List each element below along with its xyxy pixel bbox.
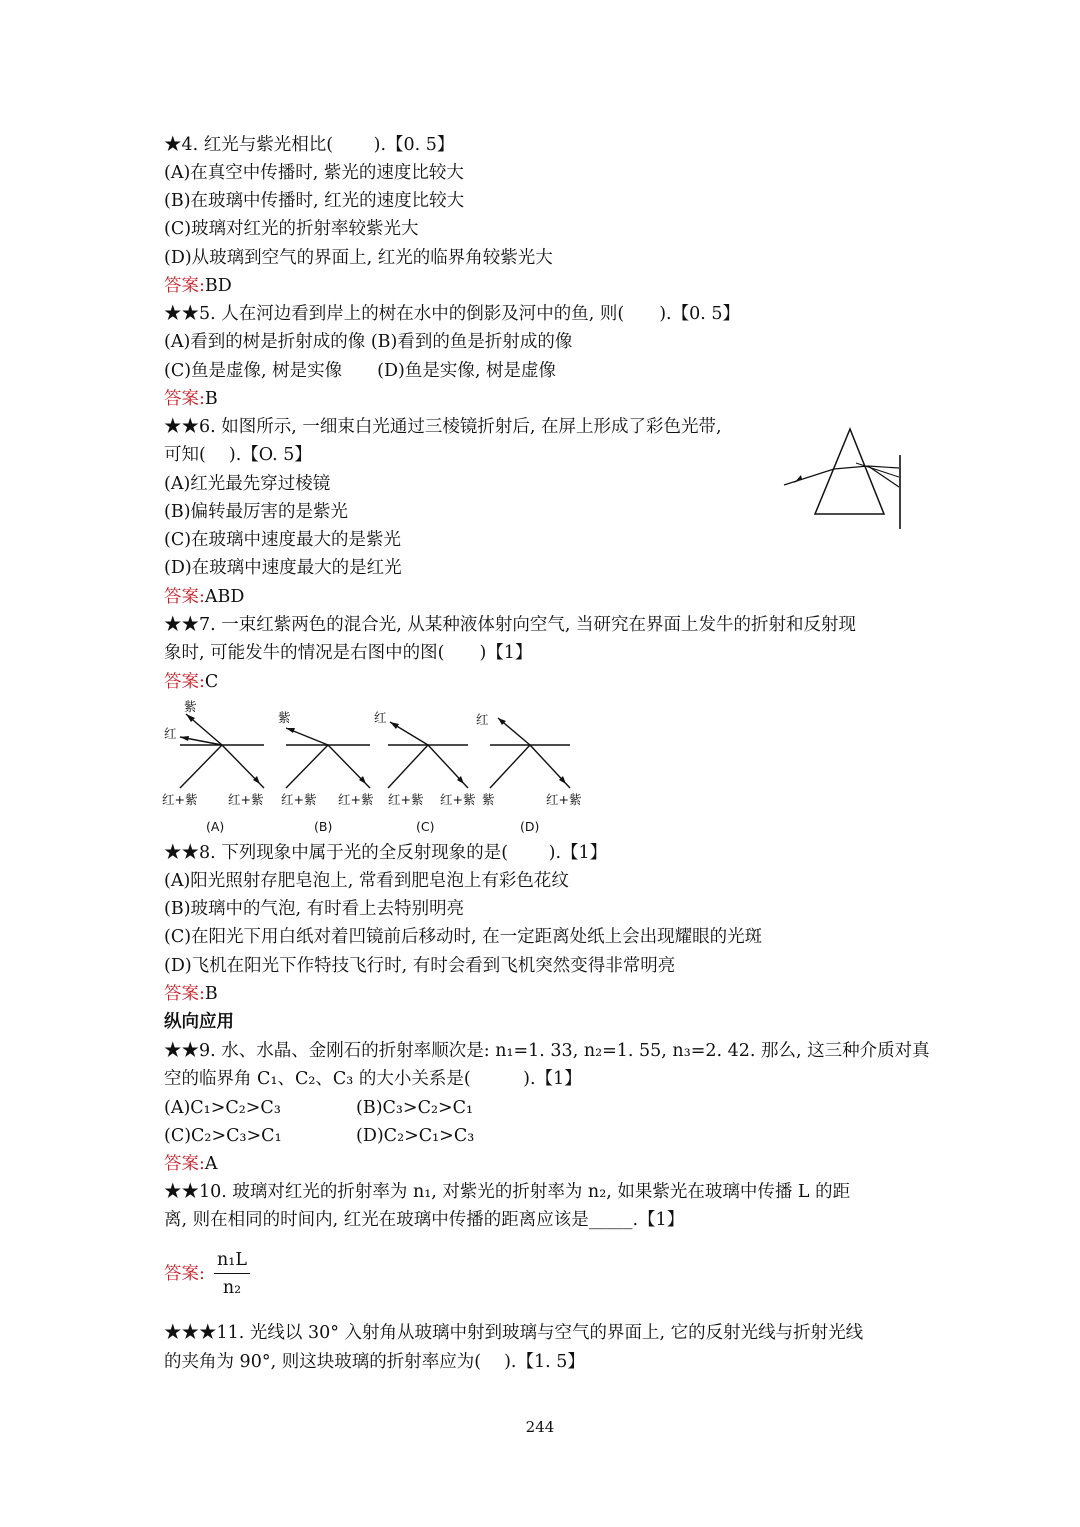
- fraction-denominator: n₂: [222, 1278, 242, 1298]
- answer-value: A: [204, 1154, 218, 1174]
- section-heading: 纵向应用: [164, 1012, 234, 1032]
- caption-b: (B): [314, 819, 333, 834]
- label-c-red: 红: [374, 710, 387, 725]
- q8-answer: [164, 981, 218, 1007]
- q4-answer: [164, 273, 232, 299]
- answer-label: 答案:: [164, 984, 205, 1004]
- page-number: 244: [525, 1418, 555, 1436]
- label-b-violet: 紫: [278, 710, 291, 725]
- bottom-label-7: 紫: [482, 792, 495, 807]
- q10-answer-fraction: [214, 1250, 250, 1298]
- outgoing-ray-3: [856, 463, 899, 477]
- ray-b-in: [286, 745, 328, 788]
- incident-arrow: [794, 475, 802, 483]
- ray-d-in: [490, 745, 530, 788]
- q4-option-a: (A)在真空中传播时, 紫光的速度比较大: [164, 163, 464, 183]
- q5-options-cd: (C)鱼是虚像, 树是实像 (D)鱼是实像, 树是虚像: [164, 361, 556, 381]
- caption-a: (A): [206, 819, 225, 834]
- q6-option-c: (C)在玻璃中速度最大的是紫光: [164, 530, 402, 550]
- label-a-red: 红: [164, 726, 177, 741]
- q7-answer: [164, 669, 218, 695]
- q10-stem: ★★10. 玻璃对红光的折射率为 n₁, 对紫光的折射率为 n₂, 如果紫光在玻璃中传播 L 的距: [164, 1182, 851, 1202]
- caption-d: (D): [520, 819, 540, 834]
- q8-option-c: (C)在阳光下用白纸对着凹镜前后移动时, 在一定距离处纸上会出现耀眼的光斑: [164, 927, 763, 947]
- label-a-violet: 紫: [184, 700, 197, 714]
- q4-stem: ★4. 红光与紫光相比( ).【0. 5】: [164, 135, 455, 155]
- bottom-label-1: 红+紫: [162, 792, 198, 807]
- answer-label: 答案:: [164, 1154, 205, 1174]
- q9-option-c: (C)C₂>C₃>C₁: [164, 1126, 282, 1146]
- q6-option-d: (D)在玻璃中速度最大的是红光: [164, 558, 402, 578]
- bottom-label-5: 红+紫: [388, 792, 424, 807]
- bottom-label-6: 红+紫: [440, 792, 476, 807]
- answer-value: C: [204, 672, 219, 692]
- q9-answer: [164, 1151, 218, 1177]
- outgoing-ray-1: [868, 466, 899, 468]
- q6-stem: ★★6. 如图所示, 一细束白光通过三棱镜折射后, 在屏上形成了彩色光带,: [164, 417, 722, 437]
- fraction-numerator: n₁L: [214, 1250, 250, 1274]
- q11-stem: ★★★11. 光线以 30° 入射角从玻璃中射到玻璃与空气的界面上, 它的反射光线与折射光线: [164, 1323, 864, 1343]
- q7-stem-2: 象时, 可能发牛的情况是右图中的图( )【1】: [164, 643, 533, 663]
- ray-c-in: [388, 745, 428, 788]
- answer-label: 答案:: [164, 276, 205, 296]
- q5-stem: ★★5. 人在河边看到岸上的树在水中的倒影及河中的鱼, 则( ).【0. 5】: [164, 304, 740, 324]
- q4-option-b: (B)在玻璃中传播时, 红光的速度比较大: [164, 191, 465, 211]
- q8-option-d: (D)飞机在阳光下作特技飞行时, 有时会看到飞机突然变得非常明亮: [164, 956, 676, 976]
- q9-stem: ★★9. 水、水晶、金刚石的折射率顺次是: n₁=1. 33, n₂=1. 55, n₃=2. 42. 那么, 这三种介质对真: [164, 1041, 930, 1061]
- bottom-label-8: 红+紫: [546, 792, 582, 807]
- answer-value: ABD: [204, 587, 245, 607]
- bottom-label-2: 红+紫: [228, 792, 264, 807]
- q9-option-a: (A)C₁>C₂>C₃: [164, 1098, 281, 1118]
- q9-stem-2: 空的临界角 C₁、C₂、C₃ 的大小关系是( ).【1】: [164, 1069, 582, 1089]
- q10-stem-2: 离, 则在相同的时间内, 红光在玻璃中传播的距离应该是_____.【1】: [164, 1210, 685, 1230]
- bottom-label-3: 红+紫: [281, 792, 317, 807]
- answer-value: BD: [204, 276, 232, 296]
- answer-label: 答案:: [164, 389, 205, 409]
- q4-option-d: (D)从玻璃到空气的界面上, 红光的临界角较紫光大: [164, 248, 553, 268]
- answer-value: B: [204, 389, 218, 409]
- q5-options-ab: (A)看到的树是折射成的像 (B)看到的鱼是折射成的像: [164, 332, 573, 352]
- q6-option-b: (B)偏转最厉害的是紫光: [164, 502, 349, 522]
- answer-label: 答案:: [164, 587, 205, 607]
- q6-stem-2: 可知( ).【O. 5】: [164, 445, 312, 465]
- q7-stem: ★★7. 一束红紫两色的混合光, 从某种液体射向空气, 当研究在界面上发牛的折射和反射现: [164, 615, 857, 635]
- inner-ray: [834, 466, 868, 469]
- bottom-label-4: 红+紫: [338, 792, 374, 807]
- answer-value: B: [204, 984, 218, 1004]
- q8-stem: ★★8. 下列现象中属于光的全反射现象的是( ).【1】: [164, 843, 608, 863]
- q6-option-a: (A)红光最先穿过棱镜: [164, 474, 331, 494]
- caption-c: (C): [416, 819, 435, 834]
- q9-option-b: (B)C₃>C₂>C₁: [356, 1098, 474, 1118]
- q11-stem-2: 的夹角为 90°, 则这块玻璃的折射率应为( ).【1. 5】: [164, 1352, 585, 1372]
- q4-option-c: (C)玻璃对红光的折射率较紫光大: [164, 219, 419, 239]
- q7-figure: [160, 700, 600, 840]
- q5-answer: [164, 386, 218, 412]
- q9-option-d: (D)C₂>C₁>C₃: [356, 1126, 475, 1146]
- label-d-red: 红: [476, 712, 489, 727]
- answer-label: 答案:: [164, 672, 205, 692]
- q8-option-b: (B)玻璃中的气泡, 有时看上去特别明亮: [164, 899, 465, 919]
- q10-answer-label: 答案:: [164, 1264, 205, 1284]
- ray-a-in: [180, 745, 222, 788]
- incident-ray: [784, 469, 834, 485]
- q6-answer: [164, 584, 244, 610]
- prism-figure: [780, 425, 910, 535]
- q8-option-a: (A)阳光照射存肥皂泡上, 常看到肥皂泡上有彩色花纹: [164, 871, 569, 891]
